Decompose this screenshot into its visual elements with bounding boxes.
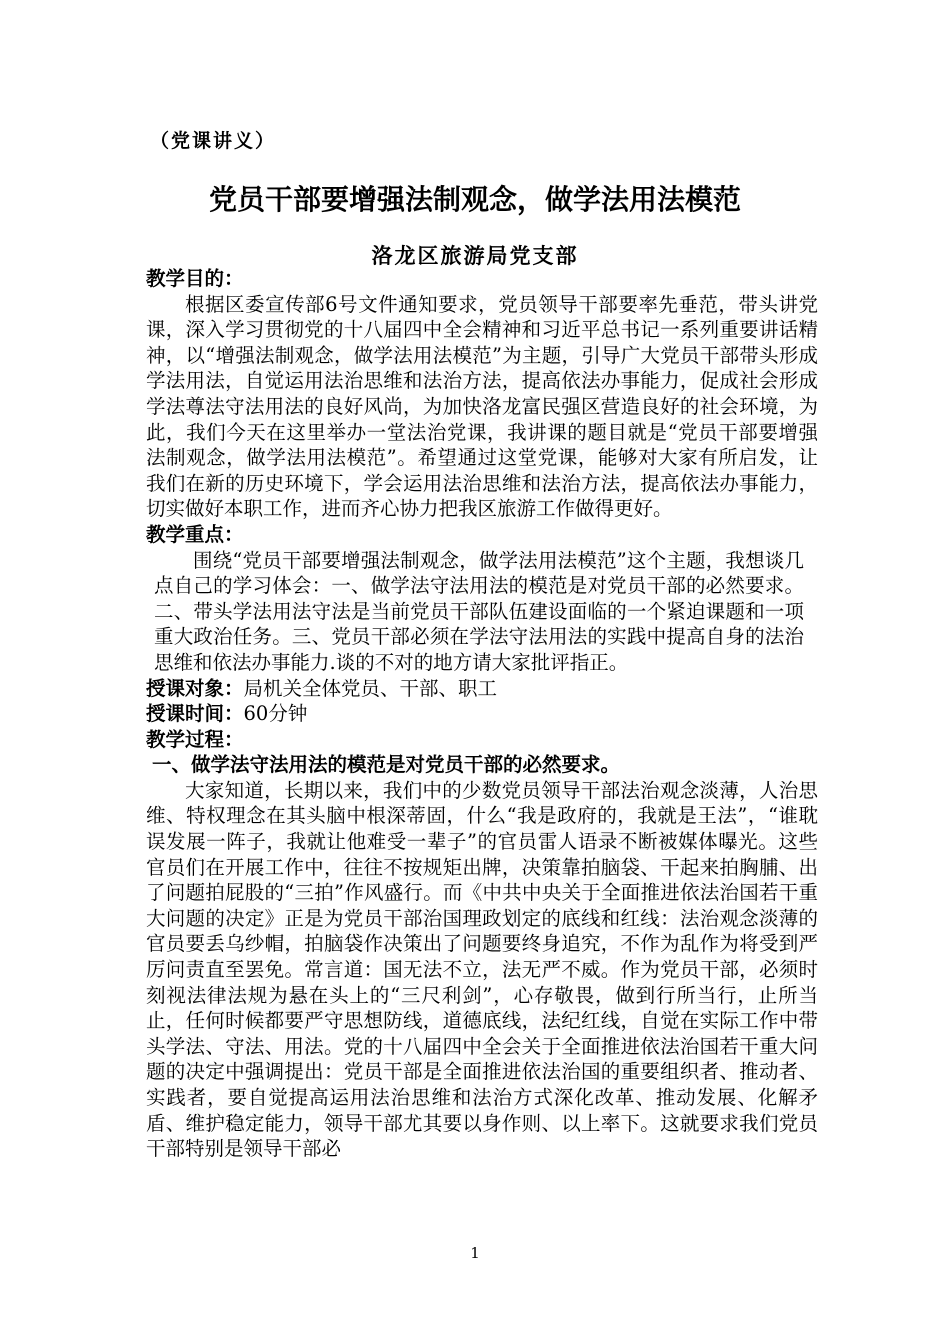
process-heading: 教学过程： [146,727,244,751]
audience-label: 授课对象： [146,676,244,700]
process-paragraph: 大家知道，长期以来，我们中的少数党员领导干部法治观念淡薄，人治思维、特权理念在其头脑中根深蒂固，什么“我是政府的，我就是王法”，“谁耽误发展一阵子，我就让他难受一辈子”的官员雷人语录不断被媒体曝光。这些官员们在开展工作中，往往不按规矩出牌，决策靠拍脑袋、干起来拍胸脯、出了问题拍屁股的“三拍”作风盛行。而《中共中央关于全面推进依法治国若干重大问题的决定》正是为党员干部治国理政划定的底线和红线：法治观念淡薄的官员要丢乌纱帽，拍脑袋作决策出了问题要终身追究，不作为乱作为将受到严厉问责直至罢免。常言道：国无法不立，法无严不威。作为党员干部，必须时刻视法律法规为悬在头上的“三尺利剑”，心存敬畏，做到行所当行，止所当止，任何时候都要严守思想防线，道德底线，法纪红线，自觉在实际工作中带头学法、守法、用法。党的十八届四中全会关于全面推进依法治国若干重大问题的决定中强调提出：党员干部是全面推进依法治国的重要组织者、推动者、实践者，要自觉提高运用法治思维和法治方式深化改革、推动发展、化解矛盾、维护稳定能力，领导干部尤其要以身作则、以上率下。这就要求我们党员干部特别是领导干部必 [146,778,818,1161]
purpose-paragraph: 根据区委宣传部6号文件通知要求，党员领导干部要率先垂范，带头讲党课，深入学习贯彻党的十八届四中全会精神和习近平总书记一系列重要讲话精神，以“增强法制观念，做学法用法模范”为主题，引导广大党员干部带头形成学法用法，自觉运用法治思维和法治方法，提高依法办事能力，促成社会形成学法尊法守法用法的良好风尚，为加快洛龙富民强区营造良好的社会环境，为此，我们今天在这里举办一堂法治党课，我讲课的题目就是“党员干部要增强法制观念，做学法用法模范”。希望通过这堂党课，能够对大家有所启发，让我们在新的历史环境下，学会运用法治思维和法治方法，提高依法办事能力，切实做好本职工作，进而齐心协力把我区旅游工作做得更好。 [146,292,818,521]
process-subheading: 一、做学法守法用法的模范是对党员干部的必然要求。 [152,753,621,777]
document-tag: （党课讲义） [150,130,277,152]
document-body [146,266,818,1162]
audience-line [146,676,818,702]
audience-value: 局机关全体党员、干部、职工 [243,676,498,700]
document-title: 党员干部要增强法制观念，做学法用法模范 [208,183,741,216]
purpose-heading: 教学目的： [146,267,244,290]
duration-line [146,701,818,727]
page-number: 1 [470,1244,480,1262]
duration-value: 60分钟 [243,702,308,726]
focus-paragraph: 围绕“党员干部要增强法制观念，做学法用法模范”这个主题，我想谈几点自己的学习体会：一、做学法守法用法的模范是对党员干部的必然要求。二、带头学法用法守法是当前党员干部队伍建设面临的一个紧迫课题和一项重大政治任务。三、党员干部必须在学法守法用法的实践中提高自身的法治思维和依法办事能力.谈的不对的地方请大家批评指正。 [154,548,804,674]
duration-label: 授课时间： [146,702,244,726]
organization-name: 洛龙区旅游局党支部 [371,243,579,268]
focus-heading: 教学重点： [146,522,244,546]
